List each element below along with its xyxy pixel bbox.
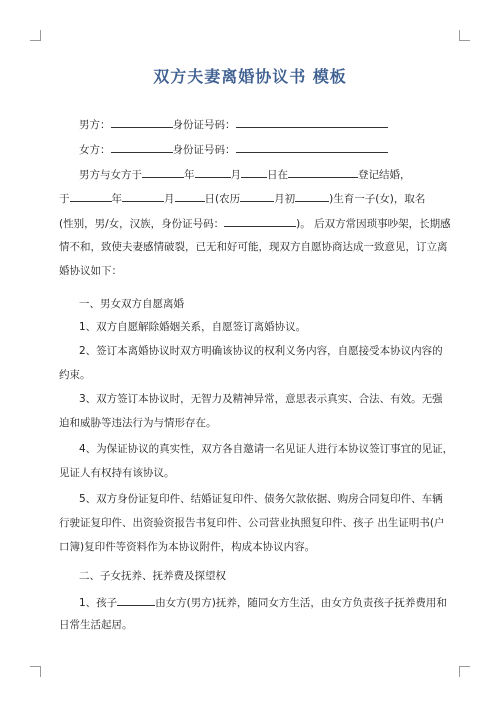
male-id-label: 身份证号码：: [172, 119, 236, 131]
clause-text: 由女方(男方)抚养，随同女方生活，由女方负责孩子抚养费用和: [155, 597, 447, 609]
marriage-month-blank[interactable]: [195, 166, 231, 178]
intro-text: 登记结婚，: [358, 169, 411, 181]
intro-text: )。 后双方常因琐事吵架，长期感: [296, 218, 451, 230]
marriage-place-blank[interactable]: [288, 166, 358, 178]
clause-4-line-1: 4、为保证协议的真实性，双方各自邀请一名见证人进行本协议签订事宜的见证，: [79, 443, 454, 455]
corner-mark-bottom-left: [30, 666, 41, 677]
clause-1: 1、双方自愿解除婚姻关系，自愿签订离婚协议。: [79, 321, 307, 333]
intro-text: 年: [111, 193, 122, 205]
female-id-line: [79, 141, 388, 157]
document-title: 双方夫妻离婚协议书 模板: [153, 67, 347, 86]
intro-line-1: [79, 166, 411, 182]
intro-text: 月: [164, 193, 175, 205]
marriage-year-blank[interactable]: [142, 166, 184, 178]
clause-5-line-3: 口簿)复印件等资料作为本协议附件，构成本协议内容。: [59, 541, 316, 553]
clause-text: 1、孩子: [79, 597, 118, 609]
clause-3-line-1: 3、双方签订本协议时，无智力及精神异常，意思表示真实、合法、有效。无强: [79, 393, 443, 405]
intro-text: 月: [230, 169, 241, 181]
male-id-blank[interactable]: [236, 116, 388, 128]
intro-line-4: 情不和，致使夫妻感情破裂，已无和好可能，现双方自愿协商达成一致意见，订立离: [59, 241, 448, 253]
intro-text: 日(农历: [204, 193, 241, 205]
intro-text: 日在: [267, 169, 288, 181]
female-id-label: 身份证号码：: [172, 144, 236, 156]
intro-text: 男方与女方于: [79, 169, 142, 181]
intro-line-5: 婚协议如下：: [59, 265, 122, 277]
male-label: 男方：: [79, 119, 111, 131]
marriage-day-blank[interactable]: [241, 166, 267, 178]
male-id-line: [79, 116, 388, 132]
intro-line-3: [59, 215, 451, 231]
lunar-month-blank[interactable]: [240, 190, 274, 202]
clause-3-line-2: 迫和威胁等违法行为与情形存在。: [59, 417, 217, 429]
female-name-blank[interactable]: [111, 141, 173, 153]
intro-text: 月初: [274, 193, 296, 205]
clause-5-line-1: 5、双方身份证复印件、结婚证复印件、债务欠款依据、购房合同复印件、车辆: [79, 493, 443, 505]
intro-text: )生育一子(女)，取名: [329, 193, 426, 205]
section-heading-2: 二、子女抚养、抚养费及探望权: [79, 570, 226, 582]
female-label: 女方：: [79, 144, 111, 156]
birth-year-blank[interactable]: [70, 190, 112, 202]
female-id-blank[interactable]: [236, 141, 388, 153]
intro-text: (性别，男/女，汉族，身份证号码：: [59, 218, 225, 230]
birth-day-blank[interactable]: [175, 190, 205, 202]
birth-month-blank[interactable]: [122, 190, 164, 202]
clause-2-line-1: 2、签订本离婚协议时双方明确该协议的权利义务内容，自愿接受本协议内容的: [79, 345, 443, 357]
clause-6-line-1: [79, 594, 447, 610]
corner-mark-top-right: [459, 30, 470, 41]
corner-mark-top-left: [30, 30, 41, 41]
clause-4-line-2: 见证人有权持有该协议。: [59, 467, 175, 479]
corner-mark-bottom-right: [459, 666, 470, 677]
clause-6-line-2: 日常生活起居。: [59, 619, 133, 631]
intro-line-2: [59, 190, 425, 206]
child-name-blank[interactable]: [117, 594, 155, 606]
intro-text: 于: [59, 193, 70, 205]
clause-5-line-2: 行驶证复印件、出资验资报告书复印件、公司营业执照复印件、孩子 出生证明书(户: [59, 517, 445, 529]
male-name-blank[interactable]: [111, 116, 173, 128]
intro-text: 年: [184, 169, 195, 181]
clause-2-line-2: 约束。: [59, 369, 91, 381]
lunar-day-blank[interactable]: [295, 190, 329, 202]
child-id-blank[interactable]: [224, 215, 296, 227]
section-heading-1: 一、男女双方自愿离婚: [79, 298, 184, 310]
